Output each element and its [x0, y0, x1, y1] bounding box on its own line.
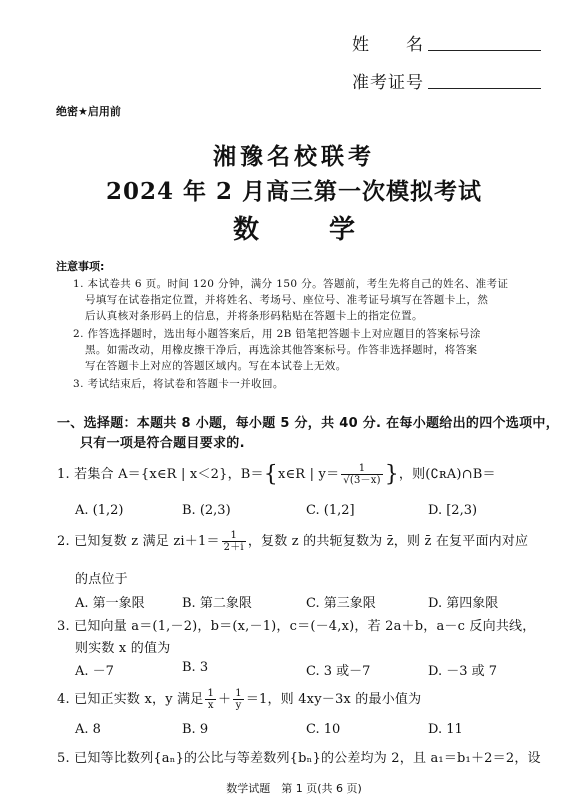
name-field[interactable] — [428, 50, 541, 51]
brace-open: { — [263, 462, 278, 487]
subject-title: 数 学 — [232, 215, 377, 245]
frac-denominator: 2＋i — [223, 542, 244, 553]
question-2 — [57, 530, 528, 553]
note-line: 2. 作答选择题时，选出每小题答案后，用 2B 铅笔把答题卡上对应题目的答案标号涂 — [73, 328, 481, 340]
q1-fraction — [341, 463, 382, 486]
q3-option-c: C. 3 或－7 — [306, 664, 371, 679]
q1-text-b: ，则(∁ʀA)∩B＝ — [398, 467, 496, 482]
note-line: 黑。如需改动，用橡皮擦干净后，再选涂其他答案标号。作答非选择题时，将答案 — [85, 344, 478, 356]
q4-text-a: 4. 已知正实数 x，y 满足 — [57, 692, 204, 707]
q1-set-inner: x∈R | y＝ — [277, 467, 340, 482]
exam-id-label: 准考证号 — [352, 73, 424, 93]
question-4 — [57, 688, 421, 711]
name-label: 姓 名 — [352, 35, 424, 55]
frac-denominator: y — [235, 700, 242, 711]
q4-option-c: C. 10 — [306, 722, 341, 737]
q4-fraction-2 — [233, 688, 244, 711]
frac-numerator: 1 — [222, 530, 246, 542]
q4-text-b: ＝1，则 4xy－3x 的最小值为 — [245, 692, 422, 707]
note-line: 号填写在试卷指定位置，并将姓名、考场号、座位号、准考证号填写在答题卡上，然 — [85, 294, 489, 306]
frac-numerator: 1 — [341, 463, 382, 475]
exam-title-line2: 2024 年 2 月高三第一次模拟考试 — [105, 178, 483, 205]
q4-option-d: D. 11 — [428, 722, 463, 737]
secret-label: 绝密★启用前 — [56, 105, 121, 118]
q2-text-a: 2. 已知复数 z 满足 zi＋1＝ — [57, 534, 220, 549]
q1-option-b: B. (2,3) — [182, 503, 231, 518]
q3-option-d: D. －3 或 7 — [428, 664, 498, 679]
note-line: 后认真核对条形码上的信息，并将条形码粘贴在答题卡上的指定位置。 — [85, 310, 423, 322]
question-3-cont: 则实数 x 的值为 — [75, 641, 171, 656]
q2-option-c: C. 第三象限 — [306, 596, 376, 611]
question-2-cont: 的点位于 — [75, 572, 128, 587]
q2-option-d: D. 第四象限 — [428, 596, 499, 611]
frac-numerator: 1 — [207, 688, 215, 699]
question-5: 5. 已知等比数列{aₙ}的公比与等差数列{bₙ}的公差均为 2，且 a₁＝b₁＋2＝2，设 — [57, 751, 541, 766]
note-line: 写在答题卡上对应的答题区域内。写在本试卷上无效。 — [85, 360, 347, 372]
exam-id-field[interactable] — [428, 88, 541, 89]
q1-option-d: D. [2,3) — [428, 503, 478, 518]
q1-option-a: A. (1,2) — [75, 503, 124, 518]
section-heading: 一、选择题：本题共 8 小题，每小题 5 分，共 40 分. 在每小题给出的四个选项中， — [57, 416, 560, 431]
q1-text-a: 1. 若集合 A＝{x∈R | x＜2}，B＝ — [57, 467, 264, 482]
q2-option-b: B. 第二象限 — [182, 596, 252, 611]
q2-text-b: ，复数 z 的共轭复数为 z̄，则 z̄ 在复平面内对应 — [247, 534, 529, 549]
note-line: 1. 本试卷共 6 页。时间 120 分钟，满分 150 分。答题前，考生先将自己的姓名、准考证 — [73, 278, 509, 290]
q4-option-b: B. 9 — [182, 722, 209, 737]
brace-close: } — [384, 462, 399, 487]
q2-option-a: A. 第一象限 — [75, 596, 145, 611]
section-heading-cont: 只有一项是符合题目要求的. — [80, 436, 245, 451]
q1-option-c: C. (1,2] — [306, 503, 355, 518]
question-3: 3. 已知向量 a＝(1,－2)，b＝(x,－1)，c＝(－4,x)，若 2a＋b，a－c 反向共线， — [57, 619, 536, 634]
q4-fraction-1 — [205, 688, 216, 711]
q2-fraction — [222, 530, 246, 553]
q4-option-a: A. 8 — [75, 722, 101, 737]
q3-option-a: A. －7 — [75, 664, 114, 679]
q4-plus: ＋ — [218, 692, 232, 707]
page-footer: 数学试题 第 1 页(共 6 页) — [226, 782, 362, 795]
frac-numerator: 1 — [235, 688, 242, 699]
question-1 — [57, 462, 496, 487]
exam-title-line1: 湘豫名校联考 — [213, 143, 375, 170]
q3-option-b: B. 3 — [182, 660, 209, 675]
frac-denominator: √(3－x) — [343, 475, 381, 486]
frac-denominator: x — [207, 700, 214, 711]
notes-heading: 注意事项: — [56, 260, 105, 273]
note-line: 3. 考试结束后，将试卷和答题卡一并收回。 — [73, 378, 284, 390]
